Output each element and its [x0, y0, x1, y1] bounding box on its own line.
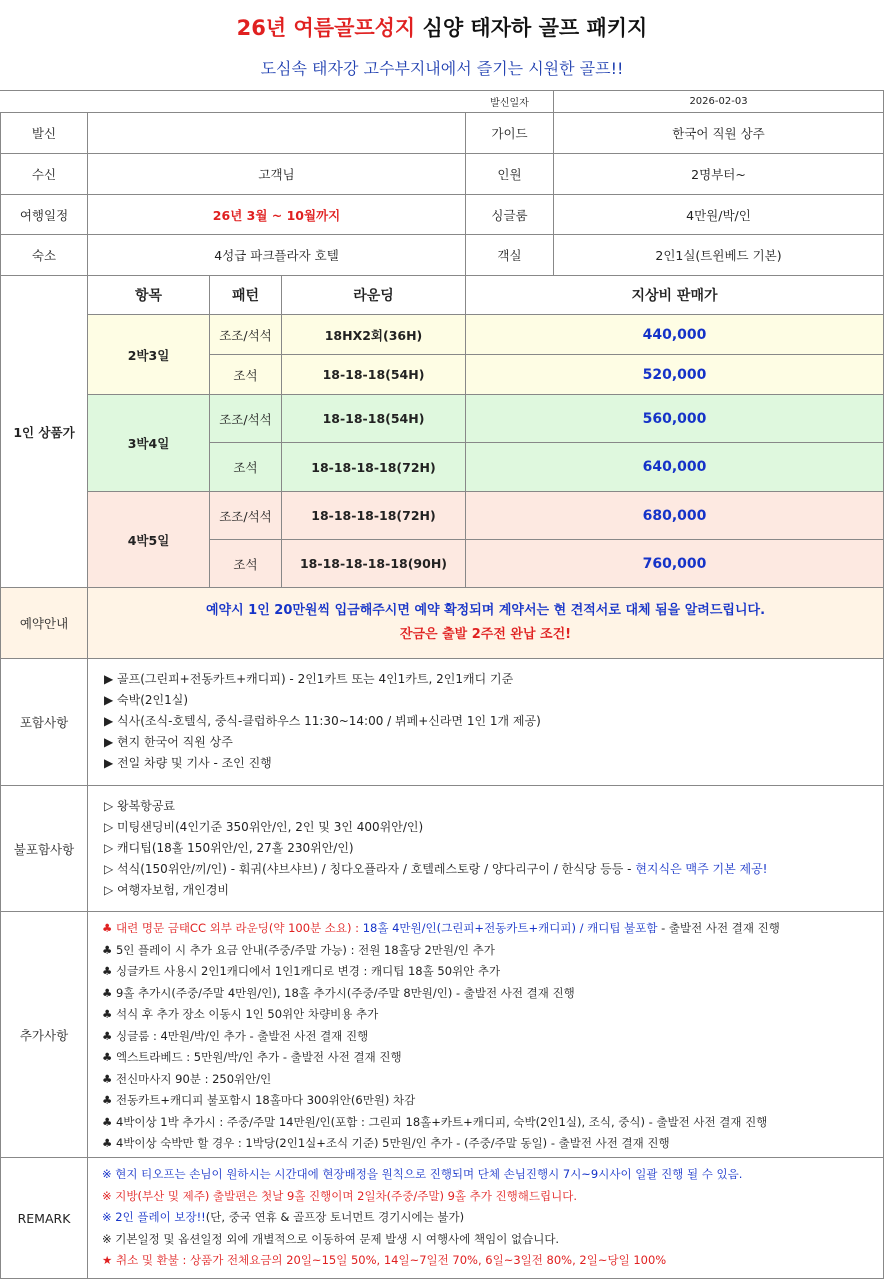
list-item: ▶ 식사(조식-호텔식, 중식-클럽하우스 11:30~14:00 / 뷔페+신라면 1인 1개 제공) — [104, 714, 541, 728]
price-cell: 680,000 — [466, 492, 884, 540]
people-value: 2명부터~ — [554, 154, 884, 195]
list-item: ▶ 현지 한국어 직원 상주 — [104, 735, 233, 749]
list-item: ♣ 9홀 추가시(주중/주말 4만원/인), 18홀 추가시(주중/주말 8만원/인) - 출발전 사전 결재 진행 — [102, 985, 575, 1000]
included-list — [88, 659, 884, 786]
page-subtitle: 도심속 태자강 고수부지내에서 즐기는 시원한 골프!! — [260, 59, 624, 78]
included-label: 포함사항 — [0, 659, 88, 786]
price-cell: 520,000 — [466, 355, 884, 395]
header — [0, 0, 884, 90]
reservation-line-1: 예약시 1인 20만원씩 입금해주시면 예약 확정되며 계약서는 현 견적서로 대체 됨을 알려드립니다. — [205, 603, 766, 618]
remark-item: ※ 현지 티오프는 손님이 원하시는 시간대에 현장배정을 원칙으로 진행되며 단체 손님진행시 7시~9시사이 일괄 진행 될 수 있음. — [102, 1167, 743, 1181]
list-item: ♣ 4박이상 숙박만 할 경우 : 1박당(2인1실+조식 기준) 5만원/인 추가 - (주중/주말 동일) - 출발전 사전 결재 진행 — [102, 1136, 670, 1150]
remark-item: ※ 2인 플레이 보장!!(단, 중국 연휴 & 골프장 토너먼트 경기시에는 불가) — [102, 1210, 465, 1224]
pattern-cell: 조조/석석 — [210, 395, 282, 443]
list-item: ♣ 4박이상 1박 추가시 : 주중/주말 14만원/인(포함 : 그린피 18홀+카트+캐디피, 숙박(2인1실), 조식, 중식) - 출발전 사전 결재 진행 — [102, 1114, 768, 1129]
pattern-cell: 조석 — [210, 443, 282, 492]
list-item: ♣ 석식 후 추가 장소 이동시 1인 50위안 차량비용 추가 — [102, 1007, 379, 1021]
round-cell: 18-18-18(54H) — [282, 355, 466, 395]
sender-label: 발신 — [0, 113, 88, 154]
list-item-golf: ♣ 대련 명문 금태CC 외부 라운딩(약 100분 소요) : 18홀 4만원/인(그린피+전동카트+캐디피) / 캐디팁 불포함 - 출발전 사전 결재 진행 — [102, 921, 780, 935]
room-label: 객실 — [466, 235, 554, 276]
col-header-price: 지상비 판매가 — [466, 276, 884, 315]
list-item: ▶ 골프(그린피+전동카트+캐디피) - 2인1카트 또는 4인1카트, 2인1캐디 기준 — [104, 672, 514, 686]
hotel-value: 4성급 파크플라자 호텔 — [88, 235, 466, 276]
page-title: 26년 여름골프성지 심양 태자하 골프 패키지 — [236, 16, 648, 40]
price-cell: 640,000 — [466, 443, 884, 492]
list-item: ▷ 캐디팁(18홀 150위안/인, 27홀 230위안/인) — [104, 841, 354, 855]
single-room-label: 싱글룸 — [466, 195, 554, 235]
guide-value: 한국어 직원 상주 — [554, 113, 884, 154]
list-item: ♣ 전신마사지 90분 : 250위안/인 — [102, 1071, 272, 1086]
list-item: ♣ 엑스트라베드 : 5만원/박/인 추가 - 출발전 사전 결재 진행 — [102, 1050, 402, 1064]
remark-item: ※ 기본일정 및 옵션일정 외에 개별적으로 이동하여 문제 발생 시 여행사에 책임이 없습니다. — [102, 1231, 560, 1246]
sender-value — [88, 113, 466, 154]
people-label: 인원 — [466, 154, 554, 195]
round-cell: 18HX2회(36H) — [282, 315, 466, 355]
room-value: 2인1실(트윈베드 기본) — [554, 235, 884, 276]
list-item: ♣ 5인 플레이 시 추가 요금 안내(주중/주말 가능) : 전원 18홀당 2만원/인 추가 — [102, 942, 495, 957]
send-date-label: 발신일자 — [466, 90, 554, 113]
round-cell: 18-18-18-18(72H) — [282, 492, 466, 540]
pattern-cell: 조석 — [210, 355, 282, 395]
reservation-line-2: 잔금은 출발 2주전 완납 조건! — [399, 627, 572, 642]
pattern-cell: 조조/석석 — [210, 492, 282, 540]
pattern-cell: 조석 — [210, 540, 282, 588]
col-header-round: 라운딩 — [282, 276, 466, 315]
round-cell: 18-18-18(54H) — [282, 395, 466, 443]
pattern-cell: 조조/석석 — [210, 315, 282, 355]
receiver-label: 수신 — [0, 154, 88, 195]
send-date-spacer — [0, 90, 466, 113]
list-item: ▷ 왕복항공료 — [104, 799, 176, 813]
list-item: ▷ 미팅샌딩비(4인기준 350위안/인, 2인 및 3인 400위안/인) — [104, 820, 424, 834]
round-cell: 18-18-18-18-18(90H) — [282, 540, 466, 588]
extras-list — [88, 912, 884, 1158]
price-cell: 560,000 — [466, 395, 884, 443]
excluded-list — [88, 786, 884, 912]
remark-item: ※ 지방(부산 및 제주) 출발편은 첫날 9홀 진행이며 2일차(주중/주말) 9홀 추가 진행해드립니다. — [102, 1188, 577, 1203]
group-name: 4박5일 — [88, 492, 210, 588]
list-item: ▶ 전일 차량 및 기사 - 조인 진행 — [104, 756, 272, 770]
reservation-notice — [88, 588, 884, 659]
list-item: ♣ 싱글카트 사용시 2인1캐디에서 1인1캐디로 변경 : 캐디팁 18홀 50위안 추가 — [102, 964, 501, 978]
single-room-value: 4만원/박/인 — [554, 195, 884, 235]
excluded-label: 불포함사항 — [0, 786, 88, 912]
list-item-meal: ▷ 석식(150위안/끼/인) - 훠궈(샤브샤브) / 칭다오플라자 / 호텔레스토랑 / 양다리구이 / 한식당 등등 - 현지식은 맥주 기본 제공! — [104, 862, 768, 876]
remark-list — [88, 1158, 884, 1279]
round-cell: 18-18-18-18(72H) — [282, 443, 466, 492]
col-header-item: 항목 — [88, 276, 210, 315]
col-header-pattern: 패턴 — [210, 276, 282, 315]
send-date-value: 2026-02-03 — [554, 90, 884, 113]
list-item: ♣ 전동카트+캐디피 불포함시 18홀마다 300위안(6만원) 차감 — [102, 1093, 416, 1107]
extras-label: 추가사항 — [0, 912, 88, 1158]
reservation-label: 예약안내 — [0, 588, 88, 659]
receiver-value: 고객님 — [88, 154, 466, 195]
price-row-label: 1인 상품가 — [0, 276, 88, 588]
remark-item: ★ 취소 및 환불 : 상품가 전체요금의 20일~15일 50%, 14일~7일전 70%, 6일~3일전 80%, 2일~당일 100% — [102, 1253, 667, 1267]
price-cell: 440,000 — [466, 315, 884, 355]
schedule-value: 26년 3월 ~ 10월까지 — [88, 195, 466, 235]
list-item: ▶ 숙박(2인1실) — [104, 693, 189, 707]
group-name: 3박4일 — [88, 395, 210, 492]
hotel-label: 숙소 — [0, 235, 88, 276]
guide-label: 가이드 — [466, 113, 554, 154]
schedule-label: 여행일정 — [0, 195, 88, 235]
group-name: 2박3일 — [88, 315, 210, 395]
list-item: ♣ 싱글룸 : 4만원/박/인 추가 - 출발전 사전 결재 진행 — [102, 1028, 369, 1043]
remark-label: REMARK — [0, 1158, 88, 1279]
price-cell: 760,000 — [466, 540, 884, 588]
list-item: ▷ 여행자보험, 개인경비 — [104, 883, 230, 897]
